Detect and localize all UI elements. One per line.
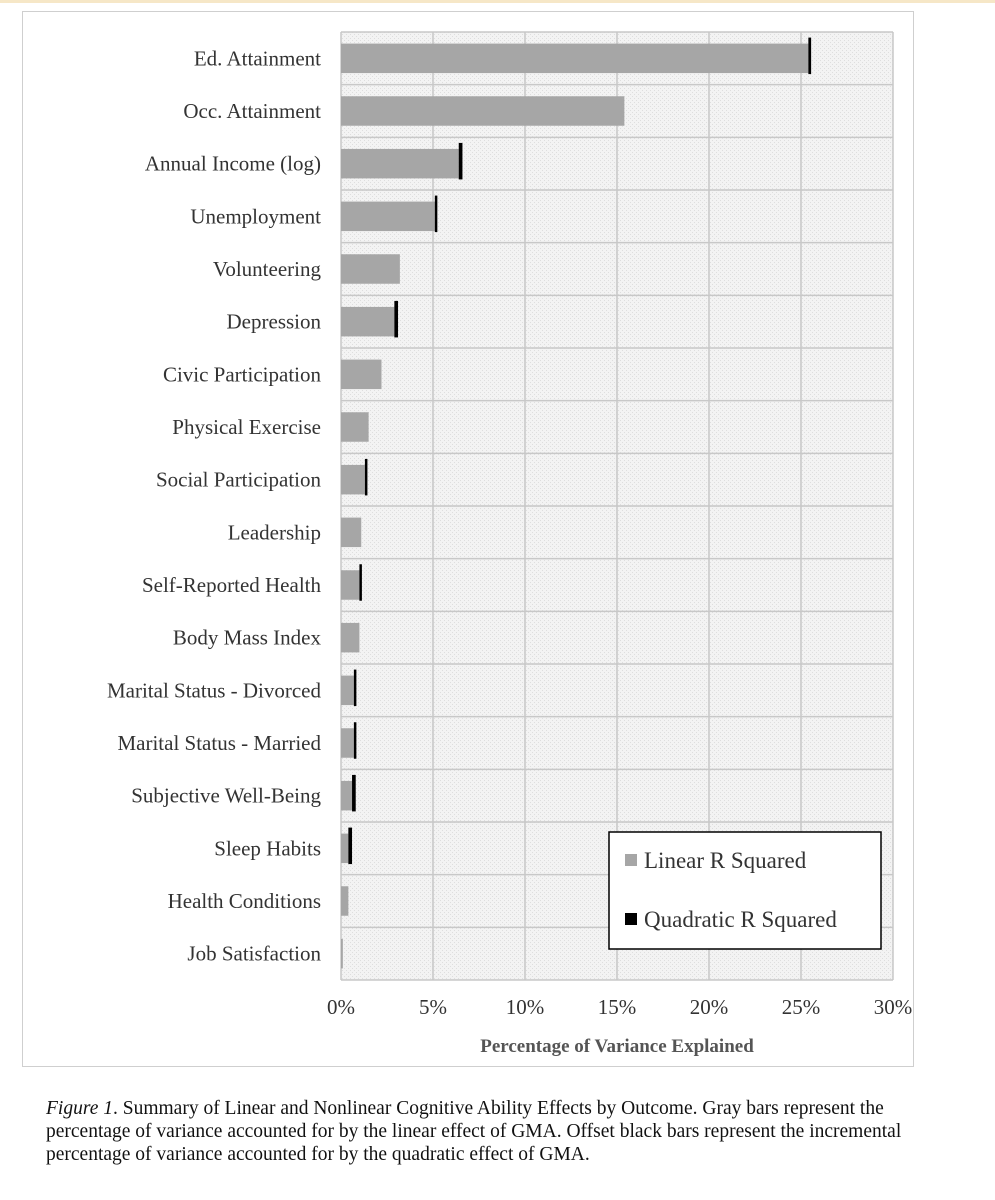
bar-linear [341, 307, 394, 336]
category-label: Body Mass Index [172, 625, 321, 650]
x-tick-label: 0% [327, 995, 355, 1019]
category-label: Marital Status - Married [117, 731, 321, 755]
bar-quadratic [365, 459, 368, 495]
bar-linear [341, 149, 459, 178]
category-labels [107, 46, 322, 965]
category-label: Marital Status - Divorced [106, 678, 321, 703]
bar-quadratic [352, 775, 356, 811]
bar-linear [341, 570, 359, 599]
bar-quadratic [354, 722, 357, 758]
x-tick-label: 30% [873, 995, 913, 1019]
category-label: Civic Participation [162, 362, 321, 387]
x-tick-label: 10% [505, 995, 545, 1019]
bar-linear [341, 886, 348, 915]
category-label: Subjective Well-Being [131, 783, 321, 808]
bar-linear [341, 254, 400, 283]
bar-quadratic [435, 196, 438, 232]
category-label: Social Participation [155, 467, 321, 492]
bar-quadratic [808, 38, 811, 74]
bar-linear [341, 676, 354, 705]
bar-linear [341, 781, 352, 810]
x-tick-label: 15% [597, 995, 637, 1019]
category-label: Self-Reported Health [141, 573, 321, 597]
bar-linear [341, 939, 343, 968]
category-label: Leadership [227, 520, 321, 545]
bar-linear [341, 44, 808, 73]
category-label: Job Satisfaction [187, 941, 321, 966]
bar-linear [341, 834, 348, 863]
bar-linear [341, 518, 361, 547]
bar-linear [341, 96, 624, 125]
x-tick-label: 20% [689, 995, 729, 1019]
bar-linear [341, 728, 354, 757]
bar-quadratic [348, 828, 352, 864]
x-axis-title: Percentage of Variance Explained [480, 1036, 754, 1057]
category-label: Unemployment [190, 204, 321, 229]
category-label: Physical Exercise [172, 415, 321, 439]
category-label: Depression [226, 309, 321, 334]
category-label: Sleep Habits [214, 836, 321, 861]
bar-quadratic [354, 670, 357, 706]
bar-linear [341, 412, 369, 441]
legend [609, 832, 881, 949]
legend-swatch-linear [625, 854, 637, 866]
bar-linear [341, 623, 359, 652]
bar-quadratic [359, 564, 362, 600]
caption-text: . Summary of Linear and Nonlinear Cognitive Ability Effects by Outcome. Gray bars represent the percentage of variance accounted for by the linear effect of GMA. Offset black bars represent the incremental percentage of variance accounted for by the quadratic effect of GMA. [46, 1098, 902, 1165]
bar-linear [341, 465, 365, 494]
legend-label-linear: Linear R Squared [644, 848, 807, 873]
x-tick-label: 5% [419, 995, 447, 1019]
category-label: Annual Income (log) [144, 151, 321, 176]
legend-label-quadratic: Quadratic R Squared [644, 907, 837, 932]
legend-swatch-quadratic [625, 913, 637, 925]
bar-quadratic [394, 301, 398, 337]
figure-caption [46, 1097, 966, 1166]
x-tick-labels [327, 995, 912, 1019]
category-label: Ed. Attainment [193, 46, 321, 71]
category-label: Volunteering [212, 257, 321, 281]
x-tick-label: 25% [781, 995, 821, 1019]
category-label: Occ. Attainment [183, 99, 321, 123]
bar-linear [341, 202, 435, 231]
bar-linear [341, 360, 381, 389]
bar-quadratic [459, 143, 463, 179]
caption-lead: Figure 1 [46, 1098, 113, 1119]
category-label: Health Conditions [167, 889, 321, 913]
